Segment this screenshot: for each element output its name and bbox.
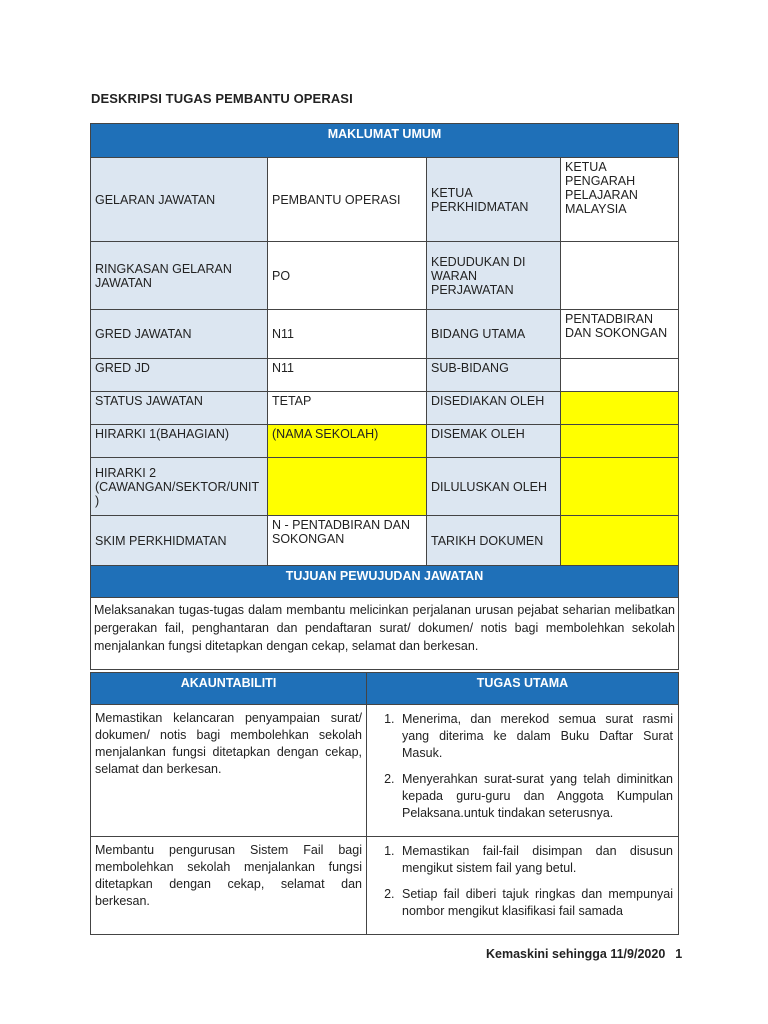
tugas-utama-header: TUGAS UTAMA [367, 673, 679, 705]
label-status-jawatan: STATUS JAWATAN [91, 392, 268, 425]
value-sub-bidang [561, 359, 679, 392]
tugas-item: 2. Setiap fail diberi tajuk ringkas dan mempunyai nombor mengikut klasifikasi fail samada [398, 886, 673, 920]
value-disemak-oleh [561, 425, 679, 458]
document-title: DESKRIPSI TUGAS PEMBANTU OPERASI [91, 91, 353, 106]
akauntabiliti-item: Memastikan kelancaran penyampaian surat/ dokumen/ notis bagi membolehkan sekolah menjalankan fungsi ditetapkan dengan cekap, selamat dan berkesan. [91, 705, 367, 837]
tujuan-header: TUJUAN PEWUJUDAN JAWATAN [91, 566, 679, 598]
value-gred-jd: N11 [268, 359, 427, 392]
label-ketua-perkhidmatan: KETUA PERKHIDMATAN [427, 158, 561, 242]
tugas-list [368, 706, 677, 835]
label-tarikh-dokumen: TARIKH DOKUMEN [427, 516, 561, 566]
value-tarikh-dokumen [561, 516, 679, 566]
tugas-item: 1. Menerima, dan merekod semua surat rasmi yang diterima ke dalam Buku Daftar Surat Masuk. [398, 711, 673, 762]
value-hirarki-2 [268, 458, 427, 516]
akauntabiliti-table [90, 672, 679, 935]
label-diluluskan-oleh: DILULUSKAN OLEH [427, 458, 561, 516]
tugas-item: 1. Memastikan fail-fail disimpan dan disusun mengikut sistem fail yang betul. [398, 843, 673, 877]
tugas-item: 2. Menyerahkan surat-surat yang telah diminitkan kepada guru-guru dan Anggota Kumpulan Pelaksana.untuk tindakan seterusnya. [398, 771, 673, 822]
value-skim-perkhidmatan: N - PENTADBIRAN DAN SOKONGAN [268, 516, 427, 566]
tugas-utama-cell [367, 837, 679, 935]
label-gred-jawatan: GRED JAWATAN [91, 310, 268, 359]
value-hirarki-1: (NAMA SEKOLAH) [268, 425, 427, 458]
value-gred-jawatan: N11 [268, 310, 427, 359]
maklumat-umum-header: MAKLUMAT UMUM [91, 124, 679, 158]
label-bidang-utama: BIDANG UTAMA [427, 310, 561, 359]
label-gelaran-jawatan: GELARAN JAWATAN [91, 158, 268, 242]
tugas-utama-cell [367, 705, 679, 837]
value-bidang-utama: PENTADBIRAN DAN SOKONGAN [561, 310, 679, 359]
label-sub-bidang: SUB-BIDANG [427, 359, 561, 392]
value-diluluskan-oleh [561, 458, 679, 516]
value-gelaran-jawatan: PEMBANTU OPERASI [268, 158, 427, 242]
footer-updated: Kemaskini sehingga 11/9/2020 [486, 947, 666, 961]
value-status-jawatan: TETAP [268, 392, 427, 425]
label-skim-perkhidmatan: SKIM PERKHIDMATAN [91, 516, 268, 566]
label-gred-jd: GRED JD [91, 359, 268, 392]
label-hirarki-2: HIRARKI 2 (CAWANGAN/SEKTOR/UNIT ) [91, 458, 268, 516]
label-disediakan-oleh: DISEDIAKAN OLEH [427, 392, 561, 425]
page-footer [486, 947, 682, 961]
maklumat-umum-table [90, 123, 679, 670]
page-number: 1 [675, 947, 683, 961]
label-ringkasan-gelaran: RINGKASAN GELARAN JAWATAN [91, 242, 268, 310]
tugas-list [368, 838, 677, 933]
value-disediakan-oleh [561, 392, 679, 425]
akauntabiliti-header: AKAUNTABILITI [91, 673, 367, 705]
value-kedudukan-waran [561, 242, 679, 310]
label-hirarki-1: HIRARKI 1(BAHAGIAN) [91, 425, 268, 458]
value-ringkasan-gelaran: PO [268, 242, 427, 310]
value-ketua-perkhidmatan: KETUA PENGARAH PELAJARAN MALAYSIA [561, 158, 679, 242]
akauntabiliti-item: Membantu pengurusan Sistem Fail bagi membolehkan sekolah menjalankan fungsi ditetapkan dengan cekap, selamat dan berkesan. [91, 837, 367, 935]
label-disemak-oleh: DISEMAK OLEH [427, 425, 561, 458]
tujuan-text: Melaksanakan tugas-tugas dalam membantu melicinkan perjalanan urusan pejabat seharian melibatkan pergerakan fail, penghantaran dan pendaftaran surat/ dokumen/ notis bagi membolehkan sekolah menjalankan fungsi ditetapkan dengan cekap, selamat dan berkesan. [91, 598, 679, 670]
label-kedudukan-waran: KEDUDUKAN DI WARAN PERJAWATAN [427, 242, 561, 310]
